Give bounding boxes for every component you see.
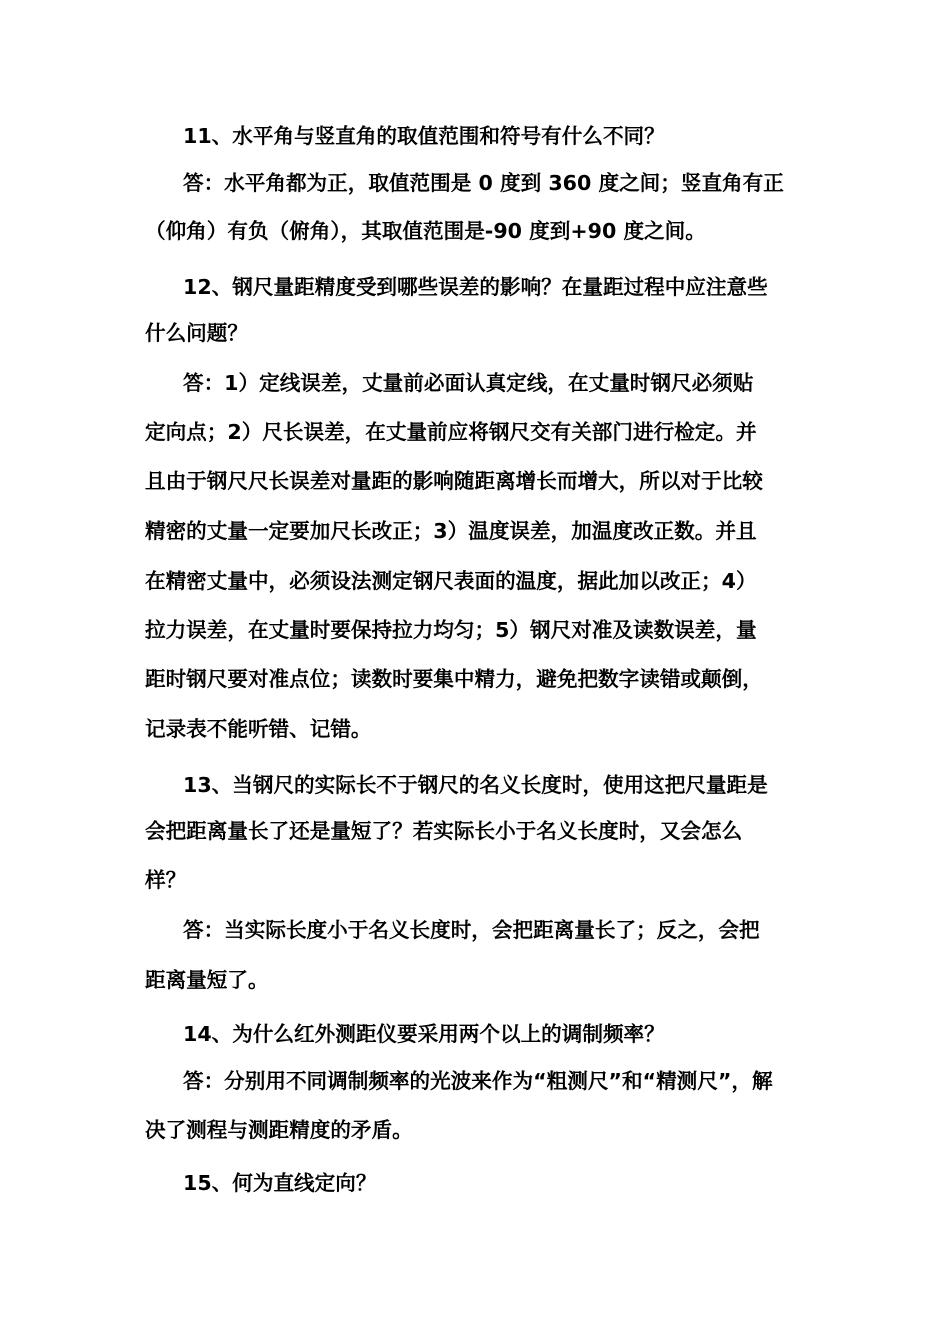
question-13-line-3: 样？ xyxy=(145,868,187,892)
question-14: 14、为什么红外测距仪要采用两个以上的调制频率？ xyxy=(183,1022,665,1046)
answer-13-line-2: 距离量短了。 xyxy=(145,968,269,992)
question-11: 11、水平角与竖直角的取值范围和符号有什么不同？ xyxy=(183,124,665,148)
answer-12-line-5: 在精密丈量中，必须设法测定钢尺表面的温度，据此加以改正；4） xyxy=(145,569,757,593)
answer-12-line-1: 答：1）定线误差，丈量前必面认真定线，在丈量时钢尺必须贴 xyxy=(183,371,754,395)
answer-12-line-2: 定向点；2）尺长误差，在丈量前应将钢尺交有关部门进行检定。并 xyxy=(145,420,757,444)
answer-11-line-2: （仰角）有负（俯角），其取值范围是-90 度到+90 度之间。 xyxy=(145,219,706,243)
answer-11-line-1: 答：水平角都为正，取值范围是 0 度到 360 度之间；竖直角有正 xyxy=(183,171,784,195)
question-12-line-1: 12、钢尺量距精度受到哪些误差的影响？在量距过程中应注意些 xyxy=(183,275,768,299)
answer-12-line-6: 拉力误差，在丈量时要保持拉力均匀；5）钢尺对准及读数误差，量 xyxy=(145,618,757,642)
question-13-line-1: 13、当钢尺的实际长不于钢尺的名义长度时，使用这把尺量距是 xyxy=(183,773,768,797)
answer-14-line-2: 决了测程与测距精度的矛盾。 xyxy=(145,1118,413,1142)
question-12-line-2: 什么问题？ xyxy=(145,321,248,345)
answer-12-line-4: 精密的丈量一定要加尺长改正；3）温度误差，加温度改正数。并且 xyxy=(145,519,757,543)
answer-14-line-1: 答：分别用不同调制频率的光波来作为“粗测尺”和“精测尺”，解 xyxy=(183,1069,773,1093)
answer-13-line-1: 答：当实际长度小于名义长度时，会把距离量长了；反之，会把 xyxy=(183,918,760,942)
question-13-line-2: 会把距离量长了还是量短了？若实际长小于名义长度时，又会怎么 xyxy=(145,819,743,843)
question-15: 15、何为直线定向？ xyxy=(183,1171,377,1195)
answer-12-line-3: 且由于钢尺尺长误差对量距的影响随距离增长而增大，所以对于比较 xyxy=(145,469,763,493)
answer-12-line-7: 距时钢尺要对准点位；读数时要集中精力，避免把数字读错或颠倒， xyxy=(145,667,763,691)
answer-12-line-8: 记录表不能听错、记错。 xyxy=(145,717,372,741)
